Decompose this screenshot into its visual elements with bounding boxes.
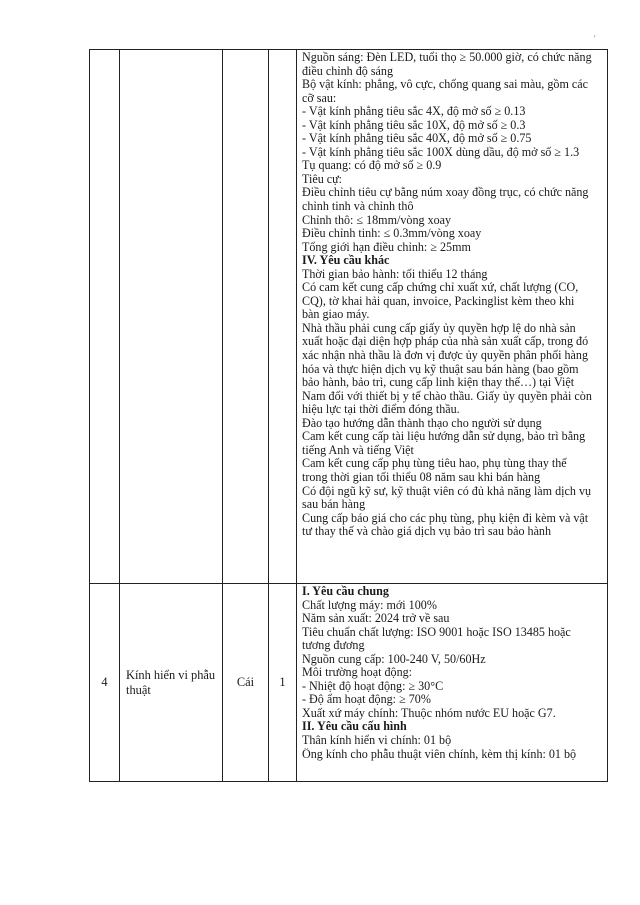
specification-text (297, 584, 607, 763)
spec-line: Tổng giới hạn điều chỉnh: ≥ 25mm (302, 240, 471, 254)
specification-text (297, 50, 607, 541)
spec-line: tiếng Anh và tiếng Việt (302, 443, 414, 457)
specification-cell (297, 50, 608, 584)
spec-line: Có đội ngũ kỹ sư, kỹ thuật viên có đủ khả năng làm dịch vụ (302, 484, 592, 498)
spec-line: tương đương (302, 639, 365, 653)
spec-line: tư thay thế và chào giá dịch vụ bảo trì sau bảo hành (302, 525, 552, 539)
item-name-line: thuật (126, 682, 151, 697)
spec-line: Tụ quang: có độ mở số ≥ 0.9 (302, 159, 442, 173)
quantity-cell (269, 50, 297, 584)
spec-line: điều chỉnh độ sáng (302, 64, 394, 78)
spec-line: hóa và thực hiện dịch vụ kỹ thuật sau bán hàng (bao gồm (302, 362, 579, 376)
specification-table (89, 49, 608, 782)
spec-line: trong thời gian tối thiểu 08 năm sau khi bán hàng (302, 470, 541, 484)
spec-line: xuất hoặc đại diện hợp pháp của nhà sản xuất cấp, trong đó (302, 335, 589, 349)
corner-mark: ' (594, 34, 596, 43)
section-heading: II. Yêu cầu cấu hình (302, 720, 407, 734)
spec-line: Chất lượng máy: mới 100% (302, 598, 437, 612)
spec-line: Năm sản xuất: 2024 trở về sau (302, 612, 450, 626)
spec-line: chỉnh tinh và chỉnh thô (302, 200, 414, 214)
spec-line: Môi trường hoạt động: (302, 666, 413, 680)
spec-line: - Vật kính phẳng tiêu sắc 100X dùng dầu, độ mở số ≥ 1.3 (302, 145, 580, 159)
spec-line: Đào tạo hướng dẫn thành thạo cho người sử dụng (302, 416, 542, 430)
spec-line: - Nhiệt độ hoạt động: ≥ 30°C (302, 679, 444, 693)
spec-line: Cam kết cung cấp tài liệu hướng dẫn sử dụng, bảo trì bằng (302, 430, 586, 444)
spec-line: Có cam kết cung cấp chứng chỉ xuất xứ, chất lượng (CO, (302, 281, 579, 295)
spec-line: cỡ sau: (302, 91, 337, 105)
stt-cell: 4 (90, 584, 120, 782)
item-name-cell (120, 50, 223, 584)
spec-line: Nam đối với thiết bị y tế chào thầu. Giấy ủy quyền phải còn (302, 389, 592, 403)
specification-cell (297, 584, 608, 782)
spec-line: hiệu lực tại thời điểm đóng thầu. (302, 403, 460, 417)
spec-line: Cung cấp báo giá cho các phụ tùng, phụ kiện đi kèm và vật (302, 511, 589, 525)
spec-line: Thân kính hiển vi chính: 01 bộ (302, 734, 452, 748)
spec-line: - Vật kính phẳng tiêu sắc 4X, độ mở số ≥ 0.13 (302, 105, 526, 119)
spec-line: Bộ vật kính: phẳng, vô cực, chống quang sai màu, gồm các (302, 78, 588, 92)
spec-line: bàn giao máy. (302, 308, 370, 322)
spec-line: - Vật kính phẳng tiêu sắc 10X, độ mở số ≥ 0.3 (302, 118, 526, 132)
spec-line: Tiêu chuẩn chất lượng: ISO 9001 hoặc ISO 13485 hoặc (302, 625, 571, 639)
spec-line: - Độ ẩm hoạt động: ≥ 70% (302, 693, 431, 707)
table-row (90, 50, 608, 584)
spec-line: Điều chỉnh tiêu cự bằng núm xoay đồng trục, có chức năng (302, 186, 589, 200)
spec-line: Điều chỉnh tinh: ≤ 0.3mm/vòng xoay (302, 227, 482, 241)
spec-line: Cam kết cung cấp phụ tùng tiêu hao, phụ tùng thay thế (302, 457, 567, 471)
item-name-line: Kính hiển vi phẫu (126, 667, 216, 682)
stt-cell (90, 50, 120, 584)
section-heading: IV. Yêu cầu khác (302, 254, 390, 268)
quantity-cell: 1 (269, 584, 297, 782)
spec-line: Tiêu cự: (302, 172, 343, 186)
section-heading: I. Yêu cầu chung (302, 585, 389, 598)
table-row (90, 584, 608, 782)
spec-line: xác nhận nhà thầu là đơn vị được ủy quyền phân phối hàng (302, 349, 589, 363)
spec-line: Nguồn cung cấp: 100-240 V, 50/60Hz (302, 652, 486, 666)
unit-cell (223, 50, 269, 584)
spec-line: CQ), tờ khai hải quan, invoice, Packinglist kèm theo khi (302, 294, 575, 308)
spec-line: Thời gian bảo hành: tối thiểu 12 tháng (302, 267, 488, 281)
spec-line: sau bán hàng (302, 498, 366, 512)
spec-line: Xuất xứ máy chính: Thuộc nhóm nước EU hoặc G7. (302, 706, 556, 720)
spec-line: Nguồn sáng: Đèn LED, tuổi thọ ≥ 50.000 giờ, có chức năng (302, 51, 592, 64)
spec-line: - Vật kính phẳng tiêu sắc 40X, độ mở số ≥ 0.75 (302, 132, 532, 146)
item-name-cell (120, 584, 223, 782)
spec-line: Ống kính cho phẫu thuật viên chính, kèm thị kính: 01 bộ (302, 747, 577, 761)
unit-cell: Cái (223, 584, 269, 782)
spec-line: bảo hành, bảo trì, cung cấp linh kiện thay thế…) tại Việt (302, 376, 575, 390)
spec-line: Nhà thầu phải cung cấp giấy ủy quyền hợp lệ do nhà sản (302, 321, 576, 335)
spec-line: Chỉnh thô: ≤ 18mm/vòng xoay (302, 213, 452, 227)
